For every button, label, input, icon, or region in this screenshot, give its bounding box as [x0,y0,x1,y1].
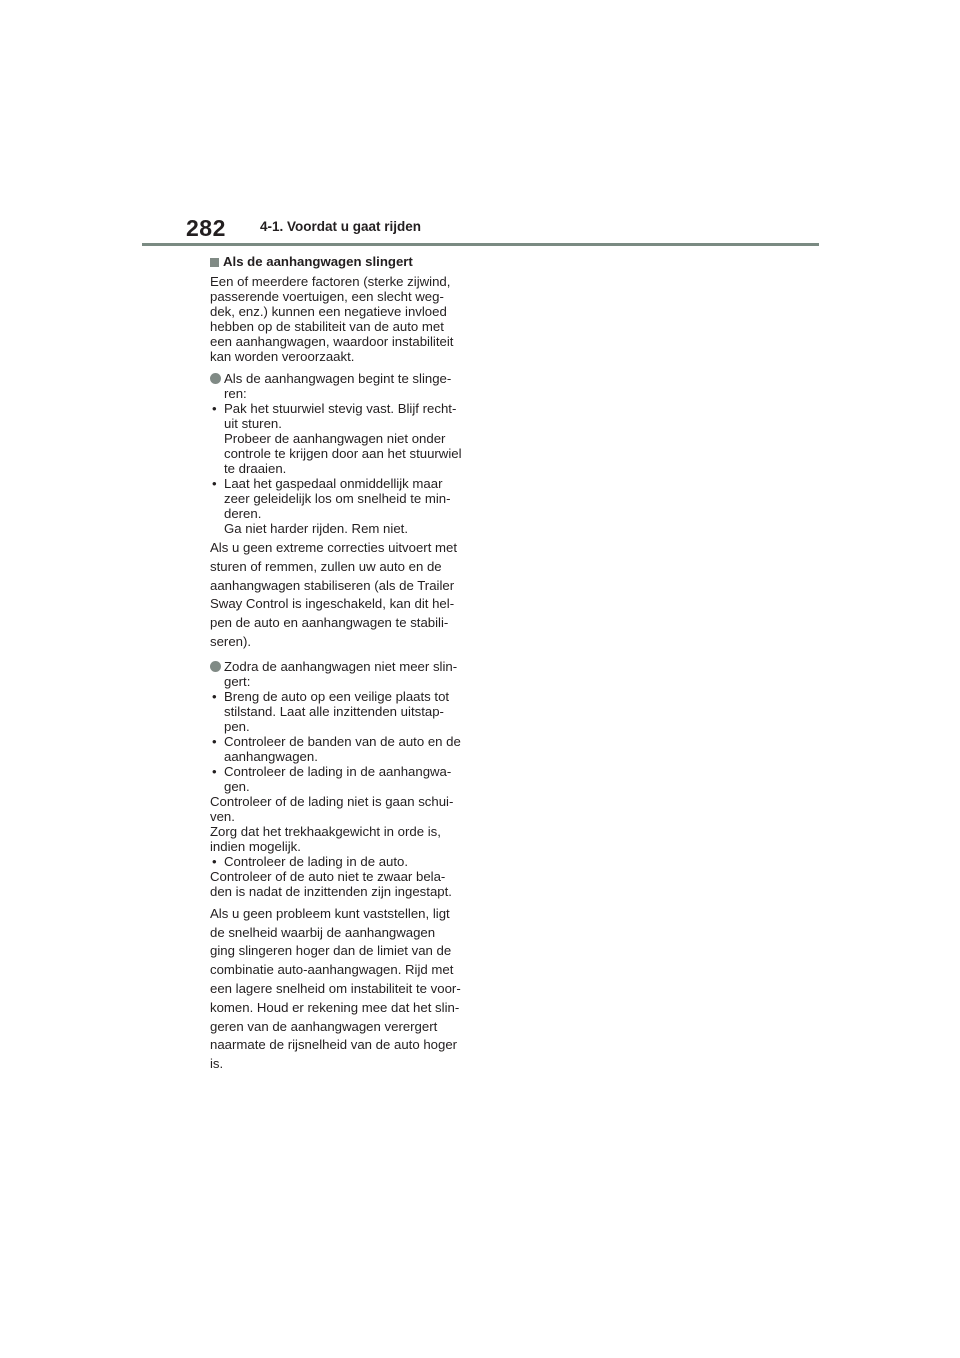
text-line: Probeer de aanhangwagen niet onder [224,431,446,446]
text-line: pen. [224,718,250,734]
circle-bullet-icon [210,661,221,672]
circle-item [210,659,472,689]
text-line: Controleer of de auto niet te zwaar bela- [210,868,446,884]
text-line: Een of meerdere factoren (sterke zijwind, [210,274,451,289]
text-line: aanhangwagen stabiliseren (als de Trailer [210,577,455,593]
list-item [210,854,472,869]
closing-paragraph [210,905,472,1074]
list-item [210,689,472,734]
instruction-block-stopped [210,659,472,899]
text-line: naarmate de rijsnelheid van de auto hoger [210,1037,458,1053]
page-number: 282 [186,215,226,241]
dot-bullet-icon: • [212,763,217,779]
dot-bullet-icon: • [212,733,217,749]
text-line: Breng de auto op een veilige plaats tot [224,688,450,704]
text-line: aanhangwagen. [224,748,318,764]
text-line: uit sturen. [224,416,282,431]
text-line: combinatie auto-aanhangwagen. Rijd met [210,962,454,978]
text-line: Als de aanhangwagen begint te slinge- [224,371,452,386]
text-line: Zorg dat het trekhaakgewicht in orde is, [210,823,441,839]
text-line: Pak het stuurwiel stevig vast. Blijf recht- [224,401,457,416]
text-line: te draaien. [224,461,287,476]
text-line: de snelheid waarbij de aanhangwagen [210,924,436,940]
list-item [210,764,472,794]
follow-up-text [210,869,472,899]
middle-paragraph [210,539,472,652]
text-line: gen. [224,778,250,794]
text-line: een aanhangwagen, waardoor instabiliteit [210,334,454,349]
instruction-block-swaying [210,371,472,536]
text-line: Controleer of de lading niet is gaan schui- [210,793,454,809]
section-title: 4-1. Voordat u gaat rijden [260,219,422,234]
text-line: seren). [210,633,252,649]
text-line: ren: [224,386,247,401]
list-item [210,401,472,476]
text-line: Als u geen extreme correcties uitvoert met [210,540,458,555]
text-line: Laat het gaspedaal onmiddellijk maar [224,476,443,491]
header-divider [142,243,819,246]
text-line: Controleer de lading in de aanhangwa- [224,763,452,779]
text-line: Sway Control is ingeschakeld, kan dit hel- [210,596,455,612]
text-line: zeer geleidelijk los om snelheid te min- [224,491,451,506]
text-line: indien mogelijk. [210,838,301,854]
circle-bullet-icon [210,373,221,384]
dot-bullet-icon: • [212,476,217,491]
dot-bullet-icon: • [212,853,217,869]
square-bullet-icon [210,258,219,267]
follow-up-text [210,794,472,854]
text-line: den is nadat de inzittenden zijn ingestapt. [210,883,452,899]
text-line: Zodra de aanhangwagen niet meer slin- [224,658,458,674]
text-line: passerende voertuigen, een slecht weg- [210,289,444,304]
list-item [210,476,472,536]
text-line: een lagere snelheid om instabiliteit te voor- [210,980,461,996]
dot-bullet-icon: • [212,688,217,704]
text-line: Controleer de lading in de auto. [224,853,409,869]
text-line: Controleer de banden van de auto en de [224,733,461,749]
text-line: pen de auto en aanhangwagen te stabili- [210,615,449,631]
dot-bullet-icon: • [212,401,217,416]
subsection-heading-text: Als de aanhangwagen slingert [223,254,413,269]
text-line: controle te krijgen door aan het stuurwiel [224,446,462,461]
text-line: deren. [224,506,262,521]
text-line: gert: [224,673,251,689]
circle-item [210,371,472,401]
text-line: stilstand. Laat alle inzittenden uitstap- [224,703,444,719]
text-line: sturen of remmen, zullen uw auto en de [210,558,442,574]
text-line: ging slingeren hoger dan de limiet van de [210,943,452,959]
text-line: komen. Houd er rekening mee dat het slin- [210,999,460,1015]
text-line: kan worden veroorzaakt. [210,349,355,364]
subsection-heading [210,254,472,270]
text-line: is. [210,1056,224,1072]
intro-paragraph [210,274,472,364]
text-line: ven. [210,808,235,824]
text-line: Ga niet harder rijden. Rem niet. [224,521,408,536]
list-item [210,734,472,764]
text-line: Als u geen probleem kunt vaststellen, ligt [210,905,450,921]
text-line: hebben op de stabiliteit van de auto met [210,319,444,334]
text-line: geren van de aanhangwagen verergert [210,1018,438,1034]
text-line: dek, enz.) kunnen een negatieve invloed [210,304,447,319]
page-content [210,254,472,1081]
